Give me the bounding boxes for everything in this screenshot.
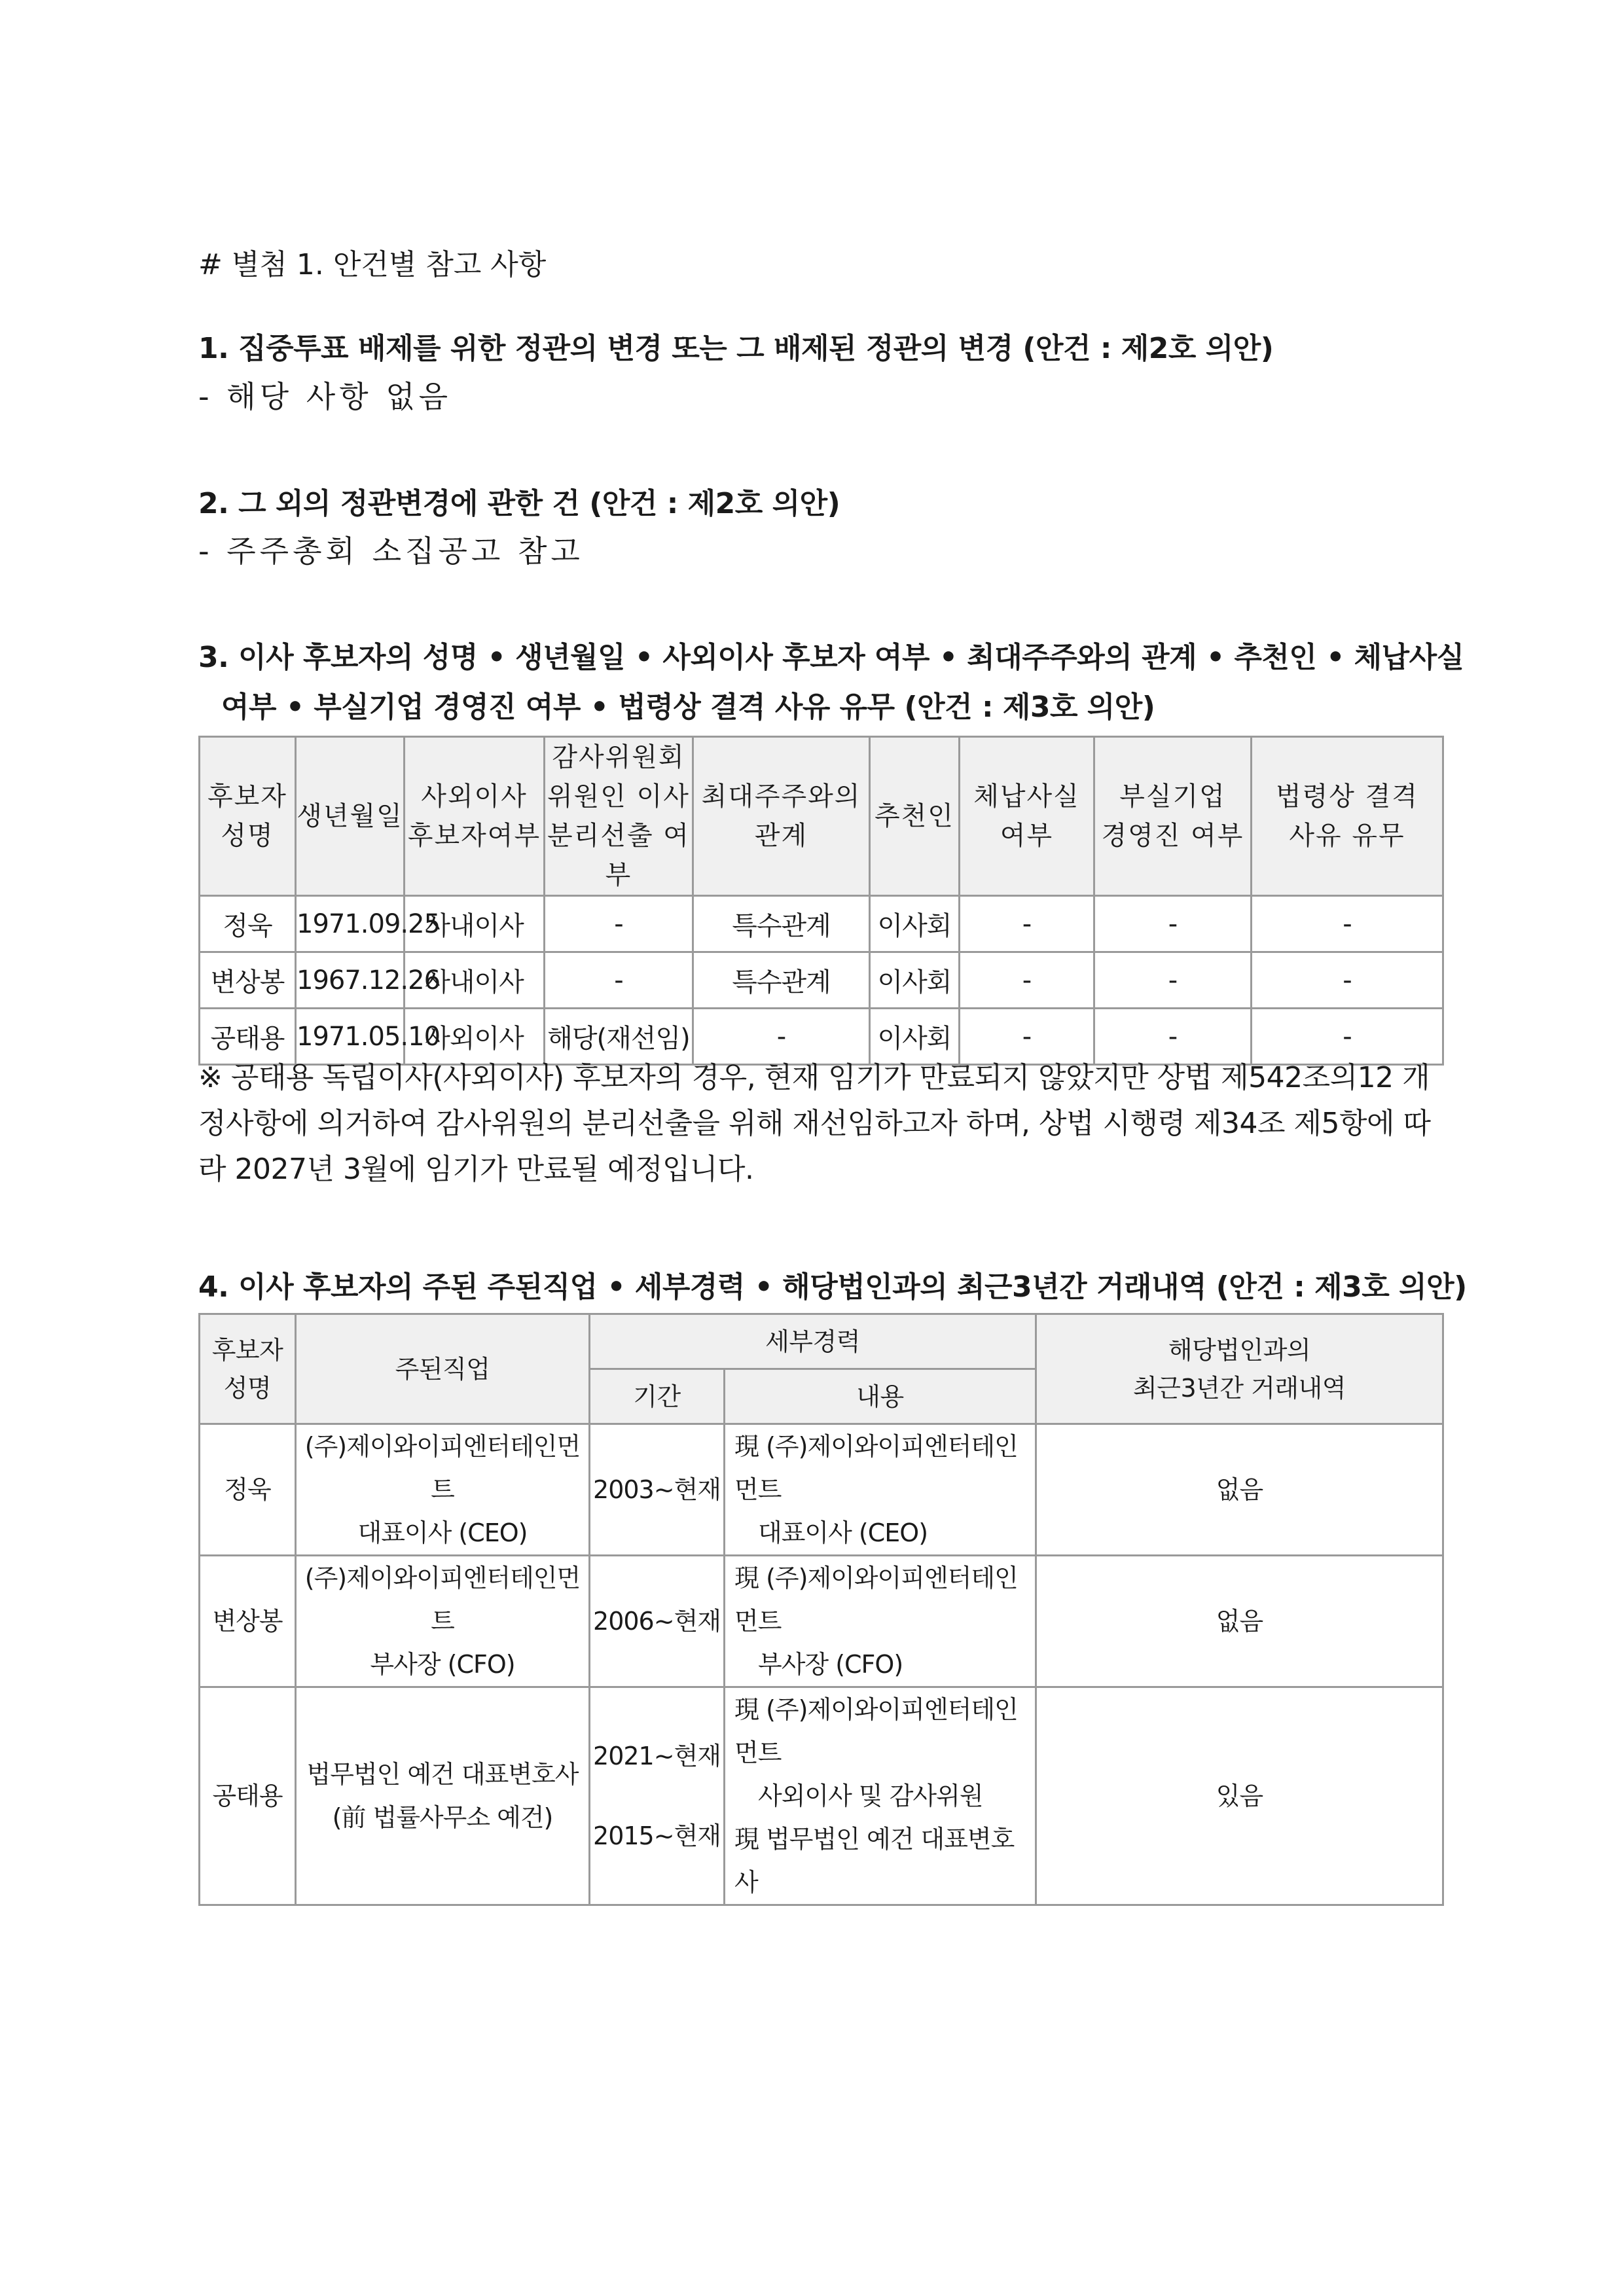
- section2-title: 2. 그 외의 정관변경에 관한 건 (안건 : 제2호 의안): [198, 487, 840, 520]
- header-relation: 최대주주와의 관계: [693, 737, 870, 896]
- cell-trade: 없음: [1036, 1556, 1443, 1687]
- cell-trade: 있음: [1036, 1687, 1443, 1905]
- section1-body: - 해당 사항 없음: [198, 379, 452, 414]
- header-outside-director: 사외이사 후보자여부: [405, 737, 545, 896]
- cell-insolvent: -: [1094, 1009, 1252, 1065]
- cell-outside: 사내이사: [405, 896, 545, 952]
- cell-recommender: 이사회: [870, 952, 960, 1009]
- section3-title-line1: 3. 이사 후보자의 성명 • 생년월일 • 사외이사 후보자 여부 • 최대주주와의 관계 • 추천인 • 체납사실: [198, 641, 1464, 674]
- cell-content: 現 (주)제이와이피엔터테인먼트 부사장 (CFO): [725, 1556, 1036, 1687]
- section1-title: 1. 집중투표 배제를 위한 정관의 변경 또는 그 배제된 정관의 변경 (안건 : 제2호 의안): [198, 332, 1274, 365]
- header-birthdate: 생년월일: [296, 737, 405, 896]
- table-row: [200, 952, 1443, 1009]
- reelection-note: ※ 공태용 독립이사(사외이사) 후보자의 경우, 현재 임기가 만료되지 않았지만 상법 제542조의12 개정사항에 의거하여 감사위원의 분리선출을 위해 재선임하고자 하며, 상법 시행령 제34조 제5항에 따라 2027년 3월에 임기가 만료될 예정입니다.: [198, 1061, 1431, 1186]
- cell-audit: -: [545, 896, 693, 952]
- cell-name: 공태용: [200, 1009, 296, 1065]
- cell-birth: 1971.09.25: [296, 896, 405, 952]
- section3-title-line2: 여부 • 부실기업 경영진 여부 • 법령상 결격 사유 유무 (안건 : 제3호 의안): [221, 691, 1155, 724]
- header-insolvent-company: 부실기업 경영진 여부: [1094, 737, 1252, 896]
- header-tax-arrears: 체납사실 여부: [960, 737, 1094, 896]
- header-main-job: 주된직업: [296, 1314, 590, 1424]
- cell-disq: -: [1252, 896, 1443, 952]
- cell-insolvent: -: [1094, 952, 1252, 1009]
- section4-title: 4. 이사 후보자의 주된 주된직업 • 세부경력 • 해당법인과의 최근3년간 거래내역 (안건 : 제3호 의안): [198, 1270, 1467, 1304]
- cell-arrears: -: [960, 1009, 1094, 1065]
- cell-content: 現 (주)제이와이피엔터테인먼트 사외이사 및 감사위원 現 법무법인 예건 대표변호사: [725, 1687, 1036, 1905]
- section2-body: - 주주총회 소집공고 참고: [198, 533, 584, 569]
- cell-outside: 사내이사: [405, 952, 545, 1009]
- cell-relation: 특수관계: [693, 896, 870, 952]
- cell-name: 정욱: [200, 896, 296, 952]
- header-transactions: 해당법인과의 최근3년간 거래내역: [1036, 1314, 1443, 1424]
- candidate-table: [198, 736, 1444, 1066]
- cell-job: (주)제이와이피엔터테인먼트 대표이사 (CEO): [296, 1424, 590, 1556]
- cell-name: 정욱: [200, 1424, 296, 1556]
- header-candidate-name: 후보자 성명: [200, 1314, 296, 1424]
- cell-name: 공태용: [200, 1687, 296, 1905]
- cell-audit: 해당(재선임): [545, 1009, 693, 1065]
- cell-birth: 1967.12.26: [296, 952, 405, 1009]
- cell-job: 법무법인 예건 대표변호사 (前 법률사무소 예건): [296, 1687, 590, 1905]
- cell-recommender: 이사회: [870, 1009, 960, 1065]
- cell-arrears: -: [960, 952, 1094, 1009]
- cell-arrears: -: [960, 896, 1094, 952]
- header-recommender: 추천인: [870, 737, 960, 896]
- table-row: [200, 1687, 1443, 1905]
- cell-outside: 사외이사: [405, 1009, 545, 1065]
- cell-trade: 없음: [1036, 1424, 1443, 1556]
- annex-heading: # 별첨 1. 안건별 참고 사항: [198, 248, 547, 281]
- cell-birth: 1971.05.10: [296, 1009, 405, 1065]
- header-audit-committee: 감사위원회 위원인 이사 분리선출 여부: [545, 737, 693, 896]
- cell-period: 2021~현재 2015~현재: [590, 1687, 725, 1905]
- header-period: 기간: [590, 1369, 725, 1424]
- cell-disq: -: [1252, 952, 1443, 1009]
- cell-insolvent: -: [1094, 896, 1252, 952]
- table-row: [200, 1556, 1443, 1687]
- header-disqualification: 법령상 결격 사유 유무: [1252, 737, 1443, 896]
- career-table: [198, 1313, 1444, 1906]
- table-row: [200, 896, 1443, 952]
- table-row: [200, 1424, 1443, 1556]
- cell-relation: 특수관계: [693, 952, 870, 1009]
- header-career: 세부경력: [590, 1314, 1036, 1369]
- cell-period: 2003~현재: [590, 1424, 725, 1556]
- cell-audit: -: [545, 952, 693, 1009]
- cell-job: (주)제이와이피엔터테인먼트 부사장 (CFO): [296, 1556, 590, 1687]
- cell-content: 現 (주)제이와이피엔터테인먼트 대표이사 (CEO): [725, 1424, 1036, 1556]
- cell-name: 변상봉: [200, 1556, 296, 1687]
- cell-disq: -: [1252, 1009, 1443, 1065]
- cell-name: 변상봉: [200, 952, 296, 1009]
- cell-relation: -: [693, 1009, 870, 1065]
- cell-recommender: 이사회: [870, 896, 960, 952]
- header-content: 내용: [725, 1369, 1036, 1424]
- cell-period: 2006~현재: [590, 1556, 725, 1687]
- header-candidate-name: 후보자 성명: [200, 737, 296, 896]
